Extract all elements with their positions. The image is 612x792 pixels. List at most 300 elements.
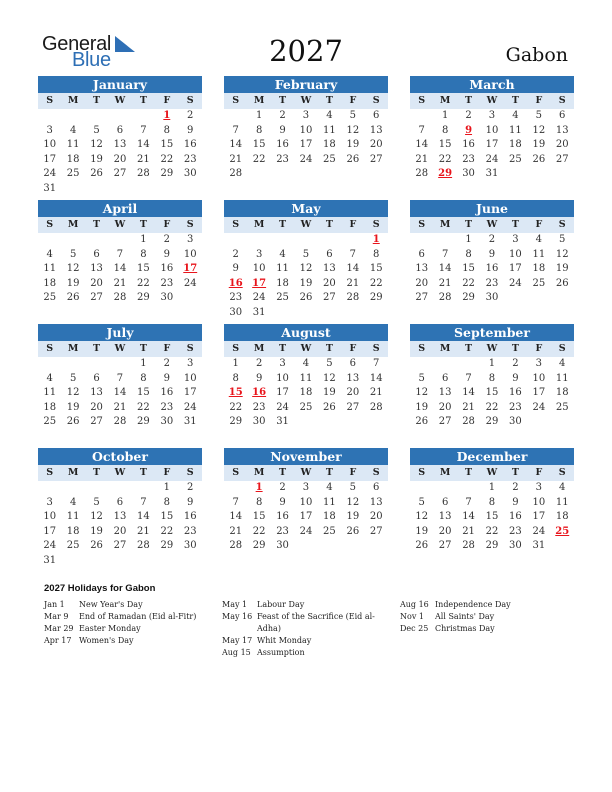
date-cell: 14 — [438, 263, 452, 275]
week-row — [224, 306, 388, 321]
date-cell: 14 — [346, 263, 360, 275]
date-cell: 18 — [66, 525, 80, 537]
date-cell: 31 — [183, 416, 197, 428]
date-cell: 18 — [532, 263, 546, 275]
week-row — [410, 357, 574, 372]
week-row — [410, 481, 574, 496]
week-row — [224, 481, 388, 496]
weekday-label: W — [300, 343, 312, 354]
date-cell — [318, 233, 341, 248]
date-cell: 22 — [485, 525, 499, 537]
date-cell — [271, 554, 294, 569]
week-row — [224, 430, 388, 445]
date-cell: 17 — [532, 511, 546, 523]
weekday-label: F — [349, 219, 357, 230]
date-cell: 10 — [252, 263, 266, 275]
weekday-label: T — [511, 467, 519, 478]
date-cell: 3 — [302, 110, 310, 121]
date-cell: 28 — [346, 292, 360, 304]
date-cell: 15 — [137, 387, 150, 399]
date-cell: 17 — [276, 387, 289, 399]
date-cell: 30 — [509, 416, 522, 428]
weekday-label: T — [93, 95, 101, 106]
date-cell — [61, 481, 84, 496]
date-cell: 5 — [559, 234, 566, 245]
date-cell: 20 — [90, 401, 103, 413]
date-cell — [365, 182, 388, 197]
week-row — [410, 262, 574, 277]
month-header: March — [410, 76, 574, 93]
month-april — [38, 200, 202, 321]
date-cell: 9 — [512, 372, 519, 384]
weekday-header-row — [410, 217, 574, 233]
date-cell — [108, 554, 131, 569]
week-row — [410, 430, 574, 445]
date-cell: 2 — [232, 248, 239, 260]
date-cell: 25 — [532, 277, 546, 289]
week-row — [410, 167, 574, 182]
weekday-label: T — [325, 343, 333, 354]
date-cell: 19 — [66, 401, 80, 413]
date-cell: 31 — [43, 182, 57, 194]
date-cell: 23 — [462, 153, 475, 165]
weekday-label: T — [465, 219, 473, 230]
date-cell: 5 — [93, 496, 100, 508]
date-cell: 26 — [323, 401, 336, 413]
date-cell: 19 — [346, 139, 360, 151]
week-row — [38, 167, 202, 182]
date-cell: 24 — [43, 168, 57, 180]
date-cell — [271, 306, 294, 321]
date-cell: 6 — [116, 496, 124, 508]
weekday-header-row — [410, 93, 574, 109]
date-cell: 6 — [418, 248, 425, 260]
week-row — [38, 539, 202, 554]
weekday-header-row — [38, 341, 202, 357]
date-cell: 3 — [302, 482, 310, 493]
date-cell — [179, 554, 202, 569]
date-cell: 25 — [555, 401, 569, 413]
weekday-label: S — [418, 219, 426, 230]
date-cell: 3 — [488, 110, 496, 121]
date-cell — [155, 182, 178, 197]
date-cell: 19 — [555, 263, 569, 275]
weekday-label: T — [465, 467, 473, 478]
date-cell: 1 — [140, 234, 147, 245]
holiday-date: Dec 25 — [400, 624, 429, 633]
date-cell: 11 — [276, 263, 289, 275]
holiday-entry — [400, 623, 575, 635]
date-cell — [365, 554, 388, 569]
week-row — [38, 291, 202, 306]
date-cell: 31 — [252, 306, 266, 318]
month-header: September — [410, 324, 574, 341]
date-cell — [527, 554, 550, 569]
date-cell — [504, 430, 527, 445]
week-row — [38, 277, 202, 292]
date-cell: 15 — [462, 263, 475, 275]
date-cell: 10 — [183, 248, 197, 260]
date-cell — [38, 109, 61, 124]
date-cell: 29 — [160, 540, 174, 552]
date-cell: 14 — [462, 511, 475, 523]
date-cell — [433, 182, 456, 197]
date-cell — [85, 306, 108, 321]
date-cell: 24 — [43, 540, 57, 552]
date-cell: 27 — [415, 292, 429, 304]
week-row — [224, 386, 388, 401]
date-cell — [247, 233, 270, 248]
date-cell: 27 — [90, 416, 103, 428]
date-cell: 20 — [113, 153, 127, 165]
date-cell — [365, 539, 388, 554]
date-cell: 20 — [323, 277, 336, 289]
date-cell: 10 — [532, 496, 546, 508]
date-cell: 12 — [532, 124, 546, 136]
date-cell — [365, 430, 388, 445]
date-cell: 17 — [485, 139, 499, 151]
week-row — [410, 138, 574, 153]
date-cell: 2 — [187, 110, 194, 121]
date-cell — [271, 430, 294, 445]
date-cell: 28 — [113, 292, 127, 304]
date-cell: 23 — [276, 153, 289, 165]
holiday-entry — [222, 599, 397, 611]
date-cell: 29 — [485, 540, 499, 552]
date-cell — [108, 109, 131, 124]
date-cell: 8 — [465, 248, 472, 260]
date-cell: 21 — [462, 525, 475, 537]
date-cell — [433, 357, 456, 372]
date-cell — [551, 430, 574, 445]
date-cell — [132, 109, 155, 124]
weekday-header-row — [224, 217, 388, 233]
date-cell — [433, 430, 456, 445]
week-row — [224, 153, 388, 168]
date-cell: 11 — [555, 372, 569, 384]
week-row — [38, 182, 202, 197]
date-cell: 4 — [46, 372, 53, 384]
date-cell: 16 — [276, 511, 289, 523]
date-cell: 26 — [346, 525, 360, 537]
week-row — [410, 124, 574, 139]
date-cell — [318, 415, 341, 430]
date-cell: 15 — [160, 139, 174, 151]
date-cell: 4 — [535, 234, 542, 245]
date-cell: 15 — [485, 511, 499, 523]
date-cell: 23 — [252, 401, 266, 413]
date-cell: 7 — [116, 372, 124, 384]
weekday-label: F — [163, 343, 171, 354]
week-row — [38, 372, 202, 387]
month-february — [224, 76, 388, 197]
date-cell: 22 — [229, 401, 243, 413]
holiday-date: Nov 1 — [400, 612, 424, 621]
date-cell: 31 — [43, 554, 57, 566]
date-cell: 5 — [418, 372, 425, 384]
date-cell — [108, 233, 131, 248]
date-cell — [480, 554, 503, 569]
holiday-name: Feast of the Sacrifice (Eid al-Adha) — [257, 612, 375, 633]
date-cell: 24 — [183, 401, 197, 413]
date-cell: 21 — [113, 277, 127, 289]
date-cell: 23 — [509, 525, 522, 537]
weekday-header-row — [38, 217, 202, 233]
week-row — [38, 415, 202, 430]
date-cell: 24 — [532, 401, 546, 413]
date-cell — [410, 357, 433, 372]
weekday-label: S — [558, 219, 566, 230]
holiday-date-cell: 29 — [438, 168, 453, 180]
date-cell: 27 — [346, 401, 360, 413]
date-cell — [318, 306, 341, 321]
date-cell: 9 — [187, 124, 194, 136]
date-cell: 13 — [113, 511, 127, 523]
week-row — [410, 386, 574, 401]
weekday-label: T — [139, 219, 147, 230]
date-cell: 17 — [43, 525, 57, 537]
date-cell: 10 — [532, 372, 546, 384]
date-cell: 7 — [116, 248, 124, 260]
date-cell — [247, 182, 270, 197]
date-cell: 7 — [140, 124, 147, 136]
date-cell: 1 — [255, 110, 263, 121]
date-cell: 9 — [255, 372, 263, 384]
weekday-label: M — [439, 467, 451, 478]
date-cell: 16 — [276, 139, 289, 151]
date-cell — [224, 233, 247, 248]
date-cell — [318, 539, 341, 554]
date-cell — [457, 481, 480, 496]
date-cell: 24 — [299, 525, 313, 537]
weekday-label: S — [46, 219, 54, 230]
date-cell: 27 — [438, 540, 452, 552]
date-cell: 2 — [279, 482, 286, 493]
date-cell: 20 — [113, 525, 127, 537]
date-cell: 20 — [555, 139, 569, 151]
date-cell — [527, 182, 550, 197]
date-cell: 28 — [229, 168, 243, 180]
date-cell: 2 — [163, 234, 170, 245]
date-cell: 24 — [183, 277, 197, 289]
weekday-label: S — [232, 343, 240, 354]
week-row — [38, 481, 202, 496]
weekday-label: T — [325, 95, 333, 106]
date-cell: 8 — [163, 496, 170, 508]
date-cell: 18 — [555, 511, 569, 523]
weekday-label: S — [232, 95, 240, 106]
date-cell: 12 — [415, 387, 429, 399]
date-cell — [247, 430, 270, 445]
date-cell: 4 — [69, 124, 77, 136]
date-cell: 26 — [66, 416, 80, 428]
week-row — [38, 554, 202, 569]
month-header: April — [38, 200, 202, 217]
date-cell: 15 — [438, 139, 452, 151]
date-cell — [108, 481, 131, 496]
date-cell: 2 — [512, 358, 519, 369]
date-cell — [155, 554, 178, 569]
date-cell: 23 — [160, 401, 174, 413]
weekday-label: S — [418, 467, 426, 478]
week-row — [224, 415, 388, 430]
date-cell — [179, 306, 202, 321]
weekday-header-row — [410, 465, 574, 481]
date-cell: 16 — [509, 511, 522, 523]
week-row — [38, 248, 202, 263]
week-row — [38, 306, 202, 321]
date-cell: 3 — [187, 358, 194, 369]
weekday-label: W — [486, 95, 498, 106]
month-header: May — [224, 200, 388, 217]
date-cell — [551, 167, 574, 182]
date-cell: 6 — [559, 110, 566, 121]
holiday-date: Aug 16 — [400, 600, 429, 609]
holiday-date: Jan 1 — [44, 600, 65, 609]
weekday-label: M — [67, 219, 79, 230]
date-cell — [294, 182, 317, 197]
date-cell — [504, 306, 527, 321]
date-cell: 13 — [415, 263, 429, 275]
date-cell: 2 — [187, 482, 194, 493]
month-header: August — [224, 324, 388, 341]
date-cell: 30 — [229, 306, 243, 318]
date-cell: 25 — [43, 416, 57, 428]
country-name: Gabon — [505, 44, 568, 66]
date-cell: 17 — [299, 139, 313, 151]
date-cell: 16 — [183, 139, 197, 151]
date-cell: 19 — [346, 511, 360, 523]
date-cell: 13 — [113, 139, 127, 151]
holidays-column — [400, 599, 575, 635]
date-cell: 8 — [232, 372, 239, 384]
date-cell — [224, 430, 247, 445]
date-cell: 16 — [485, 263, 499, 275]
date-cell: 3 — [279, 358, 286, 369]
holiday-date-cell: 16 — [228, 277, 243, 289]
week-row — [224, 167, 388, 182]
date-cell: 27 — [369, 525, 383, 537]
weekday-label: F — [535, 219, 543, 230]
holiday-entry — [400, 611, 575, 623]
weekday-label: T — [139, 467, 147, 478]
date-cell: 27 — [113, 168, 127, 180]
date-cell: 27 — [369, 153, 383, 165]
holidays-column — [222, 599, 397, 659]
date-cell — [480, 430, 503, 445]
date-cell: 23 — [160, 277, 174, 289]
week-row — [224, 510, 388, 525]
date-cell: 13 — [369, 124, 383, 136]
date-cell: 15 — [369, 263, 383, 275]
date-cell: 12 — [323, 372, 336, 384]
date-cell: 6 — [373, 110, 380, 121]
date-cell: 19 — [415, 401, 429, 413]
weekday-label: T — [279, 343, 287, 354]
date-cell: 29 — [252, 540, 266, 552]
weekday-label: T — [511, 219, 519, 230]
date-cell: 6 — [441, 496, 449, 508]
weekday-label: M — [439, 95, 451, 106]
week-row — [410, 539, 574, 554]
holiday-date-cell: 1 — [255, 482, 263, 493]
date-cell — [480, 306, 503, 321]
date-cell: 3 — [512, 234, 519, 245]
date-cell: 1 — [441, 110, 449, 121]
weekday-label: S — [186, 467, 194, 478]
weekday-label: S — [372, 95, 380, 106]
weekday-label: F — [349, 95, 357, 106]
date-cell: 9 — [232, 263, 239, 275]
date-cell: 13 — [346, 372, 360, 384]
date-cell — [38, 306, 61, 321]
date-cell — [504, 167, 527, 182]
week-row — [410, 496, 574, 511]
date-cell: 18 — [43, 277, 57, 289]
date-cell: 7 — [140, 496, 147, 508]
week-row — [224, 372, 388, 387]
date-cell: 7 — [232, 496, 239, 508]
date-cell: 3 — [535, 482, 542, 493]
date-cell — [341, 539, 364, 554]
date-cell: 22 — [438, 153, 452, 165]
date-cell — [294, 167, 317, 182]
week-row — [224, 109, 388, 124]
date-cell: 18 — [43, 401, 57, 413]
date-cell: 10 — [299, 496, 313, 508]
weekday-header-row — [38, 93, 202, 109]
date-cell: 27 — [90, 292, 103, 304]
date-cell: 28 — [438, 292, 452, 304]
date-cell — [341, 167, 364, 182]
date-cell: 14 — [137, 511, 150, 523]
week-row — [410, 109, 574, 124]
month-july — [38, 324, 202, 445]
weekday-label: M — [67, 467, 79, 478]
date-cell: 10 — [485, 124, 499, 136]
date-cell: 1 — [465, 234, 472, 245]
week-row — [224, 539, 388, 554]
date-cell — [108, 357, 131, 372]
date-cell: 8 — [488, 372, 496, 384]
date-cell: 22 — [252, 525, 266, 537]
date-cell — [179, 430, 202, 445]
date-cell: 5 — [535, 110, 542, 121]
weekday-label: F — [163, 95, 171, 106]
date-cell — [457, 430, 480, 445]
month-header: January — [38, 76, 202, 93]
month-october — [38, 448, 202, 569]
weekday-label: W — [300, 219, 312, 230]
date-cell: 6 — [326, 248, 333, 260]
date-cell: 28 — [415, 168, 429, 180]
date-cell: 10 — [183, 372, 197, 384]
holiday-date: May 16 — [222, 612, 253, 621]
weekday-label: S — [232, 219, 240, 230]
date-cell — [271, 167, 294, 182]
weekday-label: W — [486, 219, 498, 230]
weekday-label: S — [418, 343, 426, 354]
date-cell: 21 — [462, 401, 475, 413]
date-cell: 9 — [163, 248, 170, 260]
page-title-year: 2027 — [269, 34, 343, 68]
weekday-label: M — [253, 467, 265, 478]
date-cell: 14 — [415, 139, 429, 151]
logo-text-blue: Blue — [72, 49, 111, 71]
date-cell — [38, 233, 61, 248]
date-cell: 8 — [441, 124, 449, 136]
week-row — [224, 496, 388, 511]
